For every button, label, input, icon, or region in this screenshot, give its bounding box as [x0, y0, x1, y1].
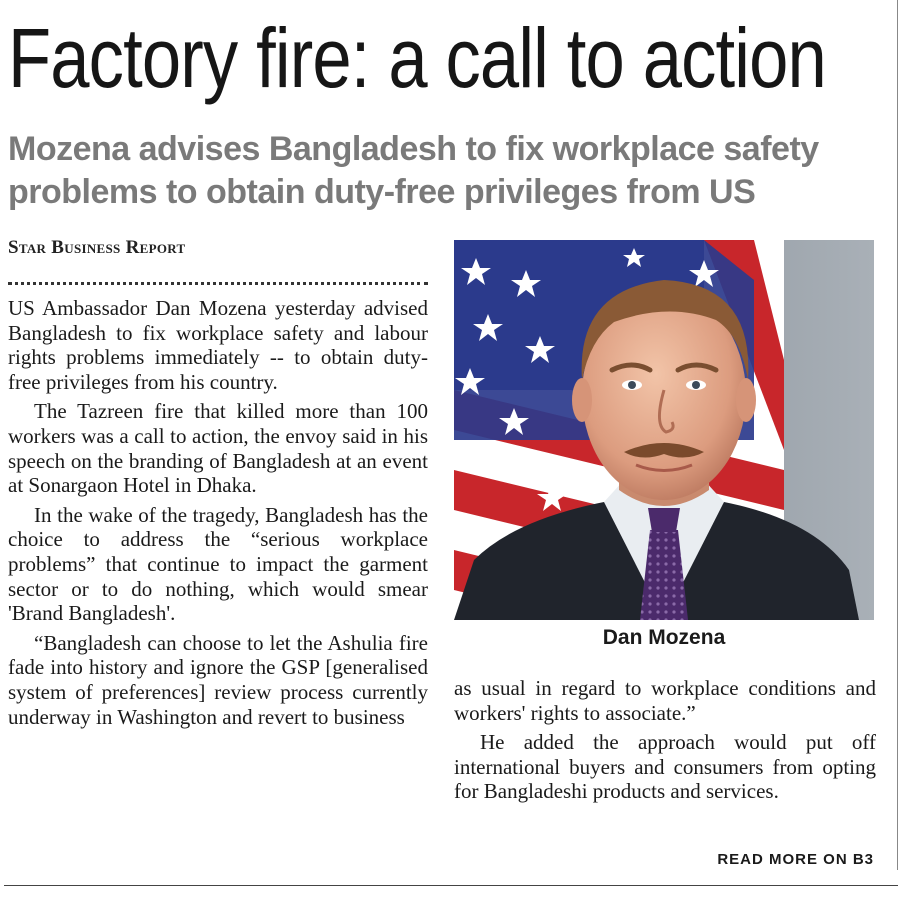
headline: Factory fire: a call to action	[8, 11, 826, 105]
paragraph-4: “Bangladesh can choose to let the Ashulia fire fade into history and ignore the GSP [generalised system of preferences] review process currently underway in Washington and revert to business	[8, 630, 428, 729]
article-column-right	[454, 676, 876, 809]
paragraph-5: He added the approach would put off international buyers and consumers from opting for Bangladeshi products and services.	[454, 730, 876, 804]
portrait-illustration	[454, 240, 874, 620]
byline-divider	[8, 282, 428, 285]
paragraph-3: In the wake of the tragedy, Bangladesh has the choice to address the “serious workplace problems” that continue to impact the garment sector or to do nothing, which would smear 'Brand Bangladesh'.	[8, 502, 428, 626]
subheadline-line-1: Mozena advises Bangladesh to fix workplace safety	[8, 130, 819, 168]
portrait-photo	[454, 240, 874, 620]
photo-caption: Dan Mozena	[602, 626, 726, 649]
paragraph-1: US Ambassador Dan Mozena yesterday advised Bangladesh to fix workplace safety and labour rights problems immediately -- to obtain duty-free privileges from his country.	[8, 296, 428, 394]
article-column-left	[8, 296, 428, 734]
subheadline-line-2: problems to obtain duty-free privileges from US	[8, 173, 756, 211]
byline: Star Business Report	[8, 237, 186, 258]
paragraph-2: The Tazreen fire that killed more than 100 workers was a call to action, the envoy said in his speech on the branding of Bangladesh at an event at Sonargaon Hotel in Dhaka.	[8, 399, 428, 498]
paragraph-4-continued: as usual in regard to workplace conditions and workers' rights to associate.”	[454, 676, 876, 725]
column-edge-rule	[897, 0, 898, 870]
bottom-divider	[4, 885, 898, 886]
read-more-link[interactable]: READ MORE ON B3	[717, 851, 874, 868]
subheadline	[8, 128, 888, 214]
